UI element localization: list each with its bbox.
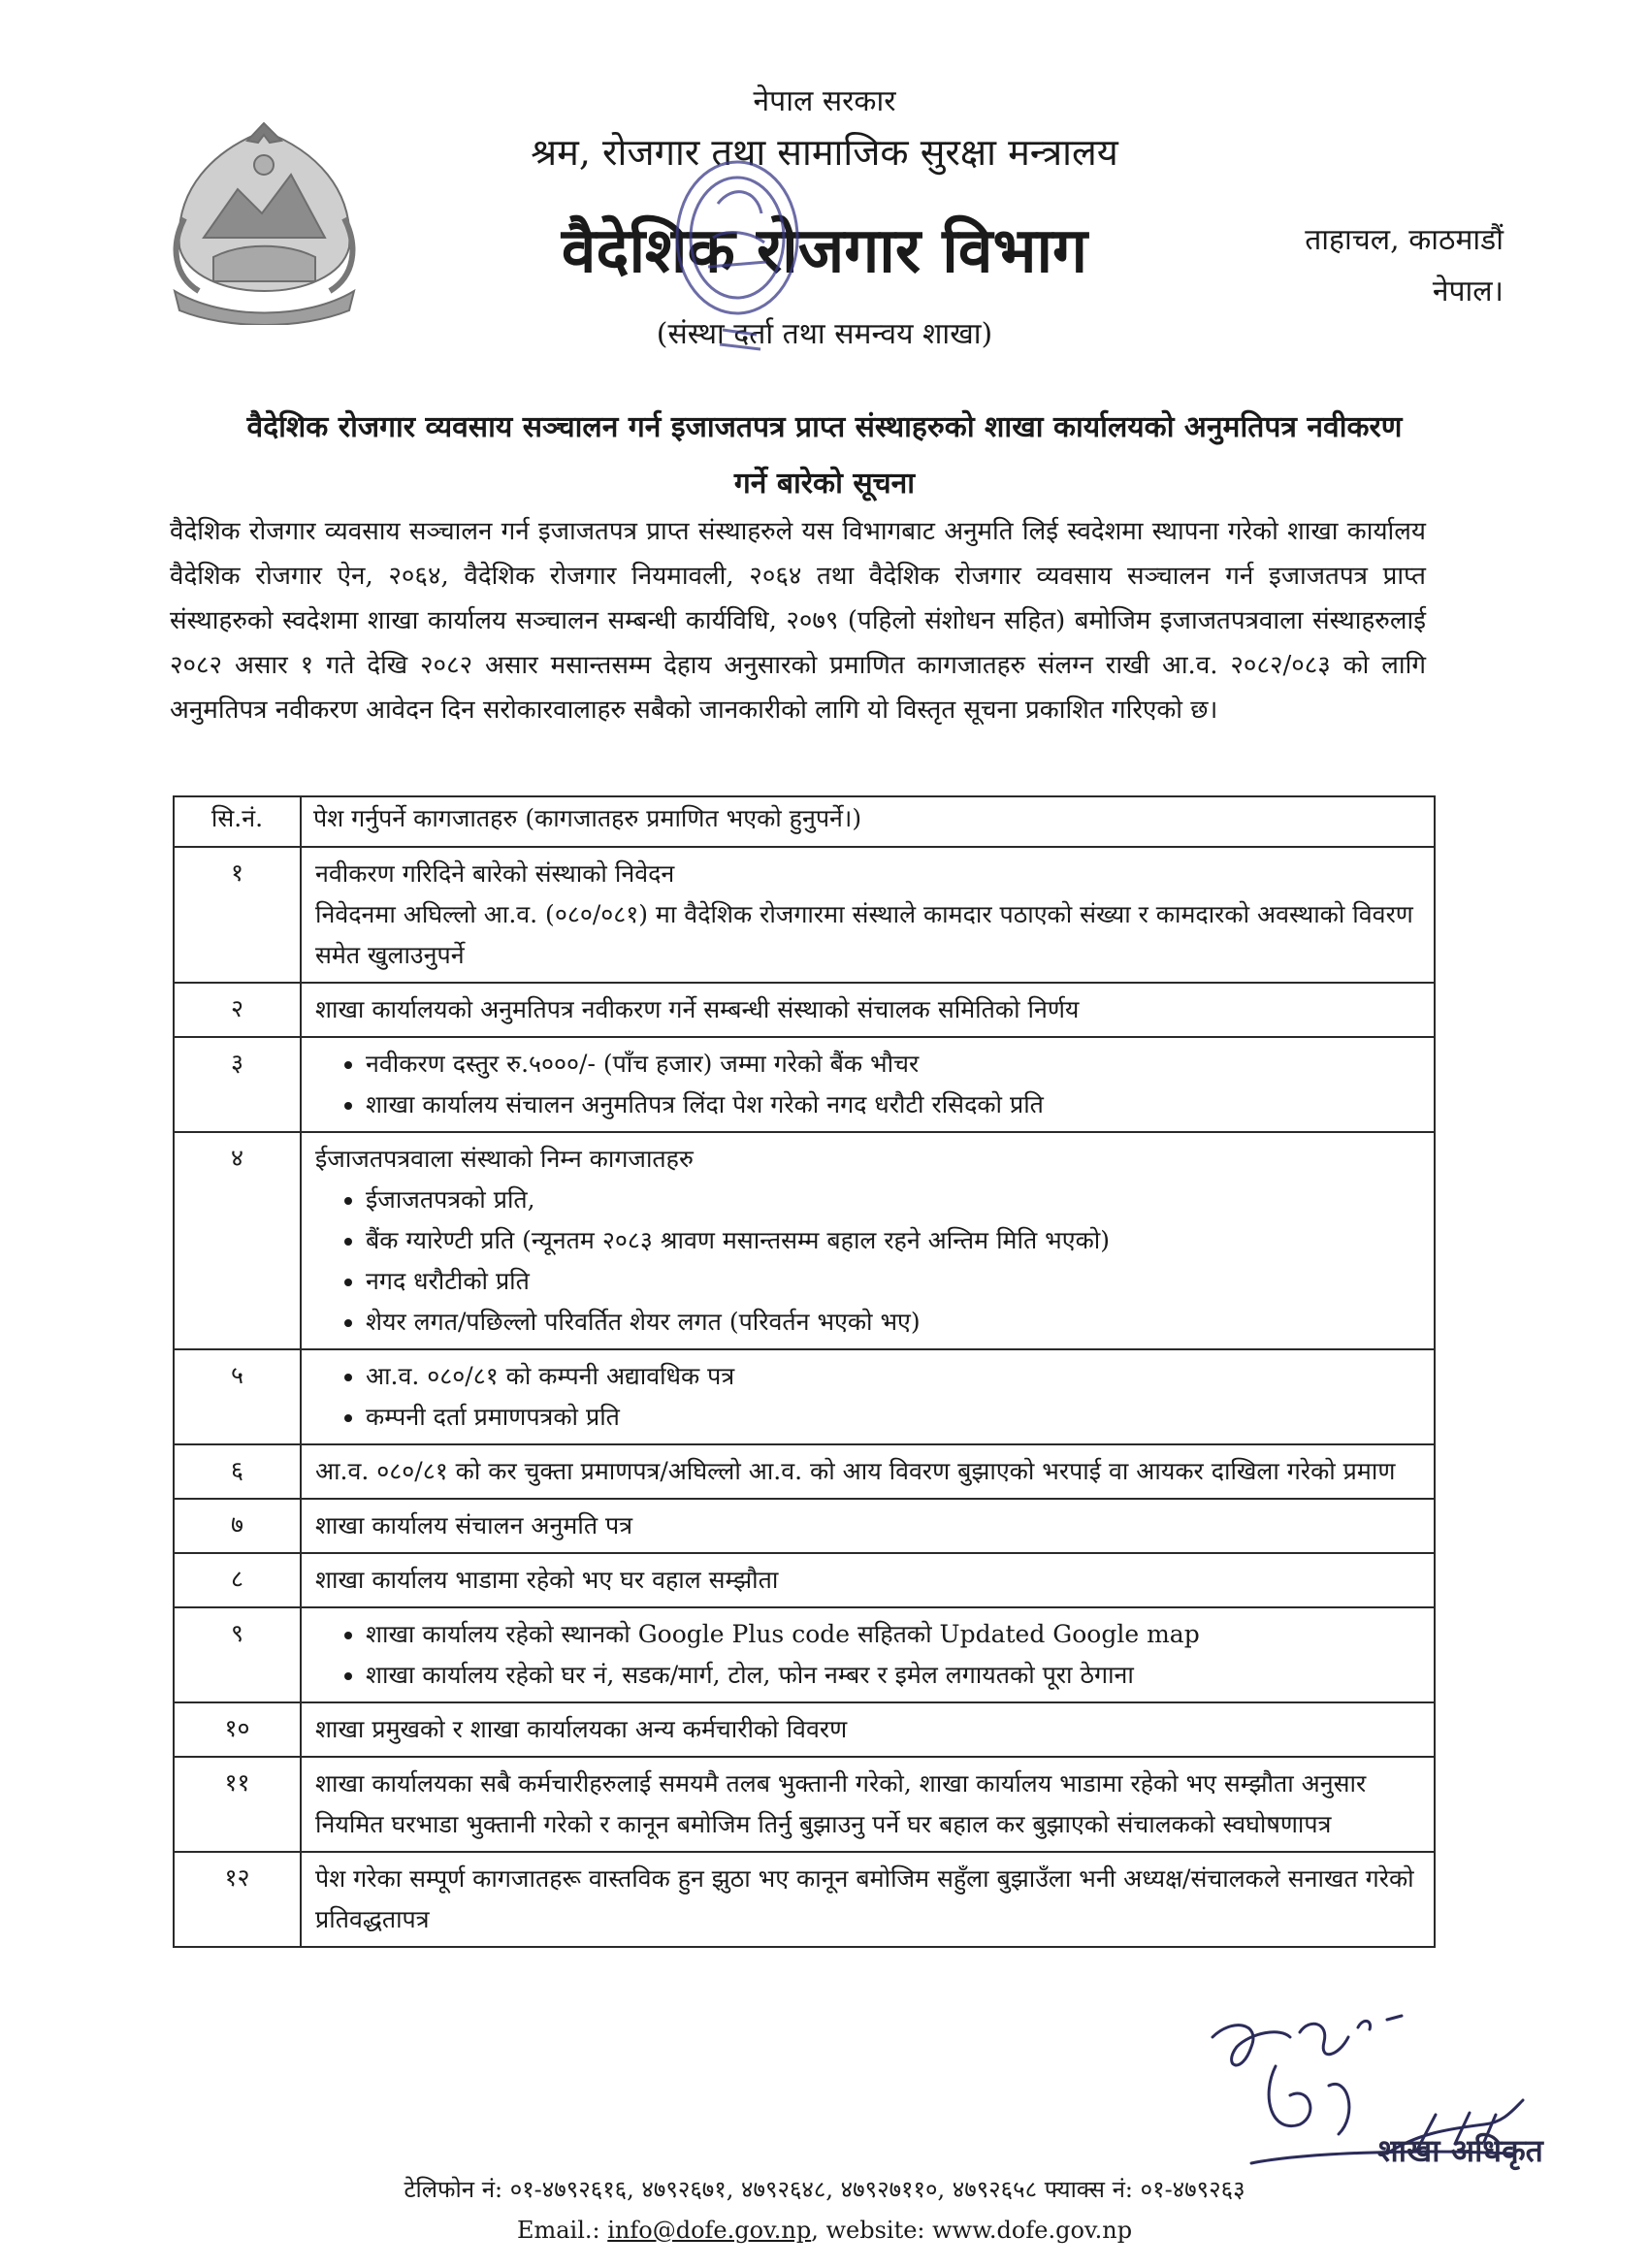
document-bullet-item: • शेयर लगत/पछिल्लो परिवर्तित शेयर लगत (परिवर्तन भएको भए) [366, 1302, 1422, 1343]
document-line: निवेदनमा अघिल्लो आ.व. (०८०/०८१) मा वैदेशिक रोजगारमा संस्थाले कामदार पठाएको संख्या र कामदारको अवस्थाको विवरण समेत खुलाउनुपर्ने [315, 900, 1413, 969]
table-row [174, 1444, 1435, 1499]
document-line: शाखा कार्यालयको अनुमतिपत्र नवीकरण गर्ने सम्बन्धी संस्थाको संचालक समितिको निर्णय [315, 995, 1080, 1023]
notice-title-line-2: गर्ने बारेको सूचना [733, 467, 916, 501]
table-row [174, 1132, 1435, 1349]
document-line: नवीकरण गरिदिने बारेको संस्थाको निवेदन [315, 859, 675, 888]
department-name: वैदेशिक रोजगार विभाग [561, 214, 1088, 287]
table-header-row [174, 796, 1435, 847]
row-documents-cell [301, 1444, 1435, 1499]
row-serial-number: ८ [174, 1553, 301, 1607]
notice-intro: वैदेशिक रोजगार व्यवसाय सञ्चालन गर्न इजाजतपत्र प्राप्त संस्थाहरुले यस विभागबाट अनुमति लिई स्वदेशमा स्थापना गरेको शाखा कार्यालय वैदेशिक रोजगार ऐन, २०६४, वैदेशिक रोजगार नियमावली, २०६४ तथा वैदेशिक रोजगार व्यवसाय सञ्चालन गर्न इजाजतपत्र प्राप्त संस्थाहरुको स्वदेशमा शाखा कार्यालय सञ्चालन सम्बन्धी कार्यविधि, २०७९ (पहिलो संशोधन सहित) बमोजिम इजाजतपत्रवाला संस्थाहरुलाई २०८२ असार १ गते देखि २०८२ असार मसान्तसम्म देहाय अनुसारको प्रमाणित कागजातहरु संलग्न राखी आ.व. २०८२/०८३ को लागि अनुमतिपत्र नवीकरण आवेदन दिन सरोकारवालाहरु सबैको जानकारीको लागि यो विस्तृत सूचना प्रकाशित गरिएको छ। [170, 517, 1426, 725]
table-body [174, 847, 1435, 1947]
footer-contact-line [0, 2217, 1649, 2244]
row-serial-number: १२ [174, 1852, 301, 1947]
row-serial-number: ४ [174, 1132, 301, 1349]
document-line: ईजाजतपत्रवाला संस्थाको निम्न कागजातहरु [315, 1145, 694, 1173]
table-row [174, 1852, 1435, 1947]
document-requirements-table [173, 795, 1436, 1948]
document-line: शाखा कार्यालय भाडामा रहेको भए घर वहाल सम्झौता [315, 1566, 779, 1594]
email-link[interactable]: info@dofe.gov.np [607, 2217, 812, 2244]
document-bullet-list [315, 1614, 1422, 1696]
ministry-name: श्रम, रोजगार तथा सामाजिक सुरक्षा मन्त्रालय [531, 131, 1118, 174]
row-documents-cell [301, 1499, 1435, 1553]
row-documents-cell [301, 983, 1435, 1037]
document-bullet-item: • कम्पनी दर्ता प्रमाणपत्रको प्रति [366, 1397, 1422, 1438]
document-bullet-list [315, 1044, 1422, 1125]
row-serial-number: १ [174, 847, 301, 983]
document-line: शाखा कार्यालयका सबै कर्मचारीहरुलाई समयमै तलब भुक्तानी गरेको, शाखा कार्यालय भाडामा रहेको भए सम्झौता अनुसार नियमित घरभाडा भुक्तानी गरेको र कानून बमोजिम तिर्नु बुझाउनु पर्ने घर बहाल कर बुझाएको संचालकको स्वघोषणापत्र [315, 1769, 1367, 1838]
row-serial-number: ७ [174, 1499, 301, 1553]
table-row [174, 1702, 1435, 1757]
row-serial-number: ६ [174, 1444, 301, 1499]
row-documents-cell [301, 1607, 1435, 1702]
document-bullet-list [315, 1356, 1422, 1438]
row-documents-cell [301, 847, 1435, 983]
document-line: शाखा प्रमुखको र शाखा कार्यालयका अन्य कर्मचारीको विवरण [315, 1715, 848, 1743]
document-bullet-item: • शाखा कार्यालय संचालन अनुमतिपत्र लिंदा पेश गरेको नगद धरौटी रसिदको प्रति [366, 1085, 1422, 1125]
row-serial-number: ३ [174, 1037, 301, 1132]
website-label: , website: [811, 2217, 925, 2244]
document-bullet-item: • शाखा कार्यालय रहेको स्थानको Google Plus code सहितको Updated Google map [366, 1614, 1422, 1655]
document-bullet-item: • नवीकरण दस्तुर रु.५०००/- (पाँच हजार) जम्मा गरेको बैंक भौचर [366, 1044, 1422, 1085]
row-documents-cell [301, 1852, 1435, 1947]
table-row [174, 1499, 1435, 1553]
column-header-documents: पेश गर्नुपर्ने कागजातहरु (कागजातहरु प्रमाणित भएको हुनुपर्ने।) [301, 796, 1435, 847]
row-serial-number: ५ [174, 1349, 301, 1444]
row-documents-cell [301, 1349, 1435, 1444]
office-seal-icon [660, 146, 805, 369]
document-line: पेश गरेका सम्पूर्ण कागजातहरू वास्तविक हुन झुठा भए कानून बमोजिम सहुँला बुझाउँला भनी अध्यक्ष/संचालकले सनाखत गरेको प्रतिवद्धतापत्र [315, 1864, 1414, 1933]
government-name: नेपाल सरकार [753, 84, 896, 118]
document-bullet-item: • बैंक ग्यारेण्टी प्रति (न्यूनतम २०८३ श्रावण मसान्तसम्म बहाल रहने अन्तिम मिति भएको) [366, 1220, 1422, 1261]
row-documents-cell [301, 1037, 1435, 1132]
website-link[interactable]: www.dofe.gov.np [932, 2217, 1133, 2244]
row-serial-number: २ [174, 983, 301, 1037]
row-documents-cell [301, 1702, 1435, 1757]
table-row [174, 1607, 1435, 1702]
document-bullet-item: • शाखा कार्यालय रहेको घर नं, सडक/मार्ग, टोल, फोन नम्बर र इमेल लगायतको पूरा ठेगाना [366, 1655, 1422, 1696]
row-documents-cell [301, 1757, 1435, 1852]
document-bullet-item: • नगद धरौटीको प्रति [366, 1261, 1422, 1302]
row-serial-number: १० [174, 1702, 301, 1757]
table-row [174, 1349, 1435, 1444]
section-name: (संस्था दर्ता तथा समन्वय शाखा) [656, 317, 993, 351]
document-line: आ.व. ०८०/८१ को कर चुक्ता प्रमाणपत्र/अघिल्लो आ.व. को आय विवरण बुझाएको भरपाई वा आयकर दाखिला गरेको प्रमाण [315, 1457, 1396, 1485]
row-documents-cell [301, 1132, 1435, 1349]
notice-title-line-1: वैदेशिक रोजगार व्यवसाय सञ्चालन गर्न इजाजतपत्र प्राप्त संस्थाहरुको शाखा कार्यालयको अनुमतिपत्र नवीकरण [246, 410, 1403, 444]
document-bullet-item: • आ.व. ०८०/८१ को कम्पनी अद्यावधिक पत्र [366, 1356, 1422, 1397]
signatory-role: शाखा अधिकृत [1377, 2132, 1543, 2169]
column-header-serial: सि.नं. [174, 796, 301, 847]
address-line-1: ताहाचल, काठमाडौं [1305, 223, 1504, 257]
document-bullet-item: • ईजाजतपत्रको प्रति, [366, 1180, 1422, 1220]
address-line-2: नेपाल। [1432, 275, 1504, 308]
table-row [174, 1757, 1435, 1852]
table-row [174, 983, 1435, 1037]
table-row [174, 847, 1435, 983]
row-serial-number: ९ [174, 1607, 301, 1702]
document-bullet-list [315, 1180, 1422, 1343]
row-serial-number: ११ [174, 1757, 301, 1852]
document-line: शाखा कार्यालय संचालन अनुमति पत्र [315, 1511, 633, 1539]
footer-phone-line: टेलिफोन नं: ०१-४७९२६१६, ४७९२६७१, ४७९२६४८, ४७९२७११०, ४७९२६५८ फ्याक्स नं: ०१-४७९२६३ [404, 2176, 1245, 2203]
email-label: Email.: [516, 2217, 600, 2244]
row-documents-cell [301, 1553, 1435, 1607]
table-row [174, 1553, 1435, 1607]
table-row [174, 1037, 1435, 1132]
